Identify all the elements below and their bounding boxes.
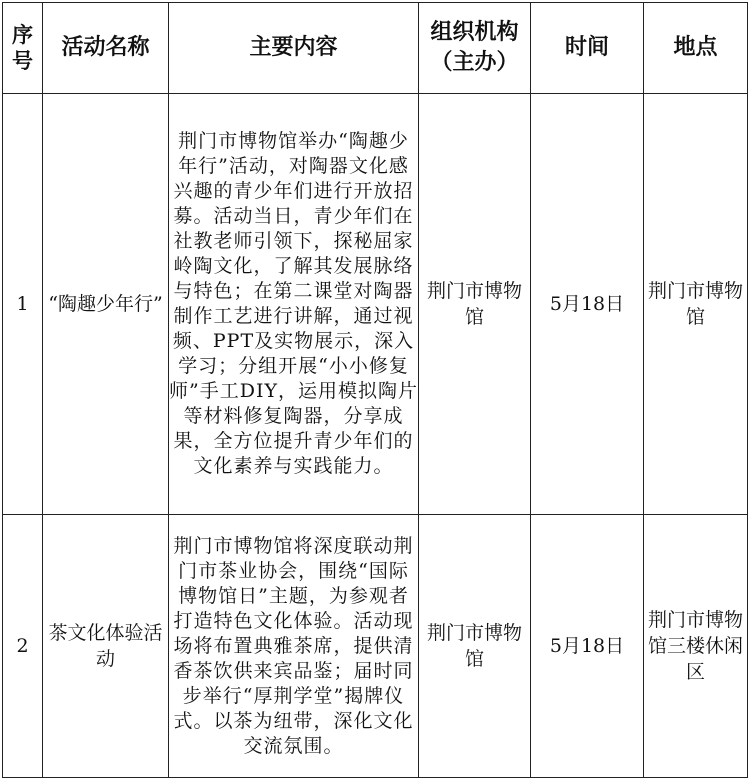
cell-activity-name: 茶文化体验活动 bbox=[43, 515, 169, 778]
cell-main-content: 荆门市博物馆举办“陶趣少年行”活动，对陶器文化感兴趣的青少年们进行开放招募。活动当日，青少年们在社教老师引领下，探秘屈家岭陶文化，了解其发展脉络与特色；在第二课堂对陶器制作工艺进行讲解，通过视频、PPT及实物展示，深入学习；分组开展“小小修复师”手工DIY，运用模拟陶片等材料修复陶器，分享成果，全方位提升青少年们的文化素养与实践能力。 bbox=[169, 94, 419, 515]
cell-time: 5月18日 bbox=[531, 515, 644, 778]
header-activity-name: 活动名称 bbox=[43, 3, 169, 94]
cell-time: 5月18日 bbox=[531, 94, 644, 515]
cell-organizer: 荆门市博物馆 bbox=[419, 94, 531, 515]
header-main-content: 主要内容 bbox=[169, 3, 419, 94]
activity-table bbox=[2, 2, 748, 778]
table-row bbox=[3, 515, 748, 778]
cell-serial-number: 1 bbox=[3, 94, 43, 515]
cell-location: 荆门市博物馆 bbox=[644, 94, 748, 515]
header-serial-number: 序号 bbox=[3, 3, 43, 94]
header-location: 地点 bbox=[644, 3, 748, 94]
cell-activity-name: “陶趣少年行” bbox=[43, 94, 169, 515]
cell-location: 荆门市博物馆三楼休闲区 bbox=[644, 515, 748, 778]
cell-serial-number: 2 bbox=[3, 515, 43, 778]
table-row bbox=[3, 94, 748, 515]
cell-organizer: 荆门市博物馆 bbox=[419, 515, 531, 778]
cell-main-content: 荆门市博物馆将深度联动荆门市茶业协会，围绕“国际博物馆日”主题，为参观者打造特色文化体验。活动现场将布置典雅茶席，提供清香茶饮供来宾品鉴；届时同步举行“厚荆学堂”揭牌仪式。以茶为纽带，深化文化交流氛围。 bbox=[169, 515, 419, 778]
header-time: 时间 bbox=[531, 3, 644, 94]
header-organizer: 组织机构（主办） bbox=[419, 3, 531, 94]
header-row bbox=[3, 3, 748, 94]
